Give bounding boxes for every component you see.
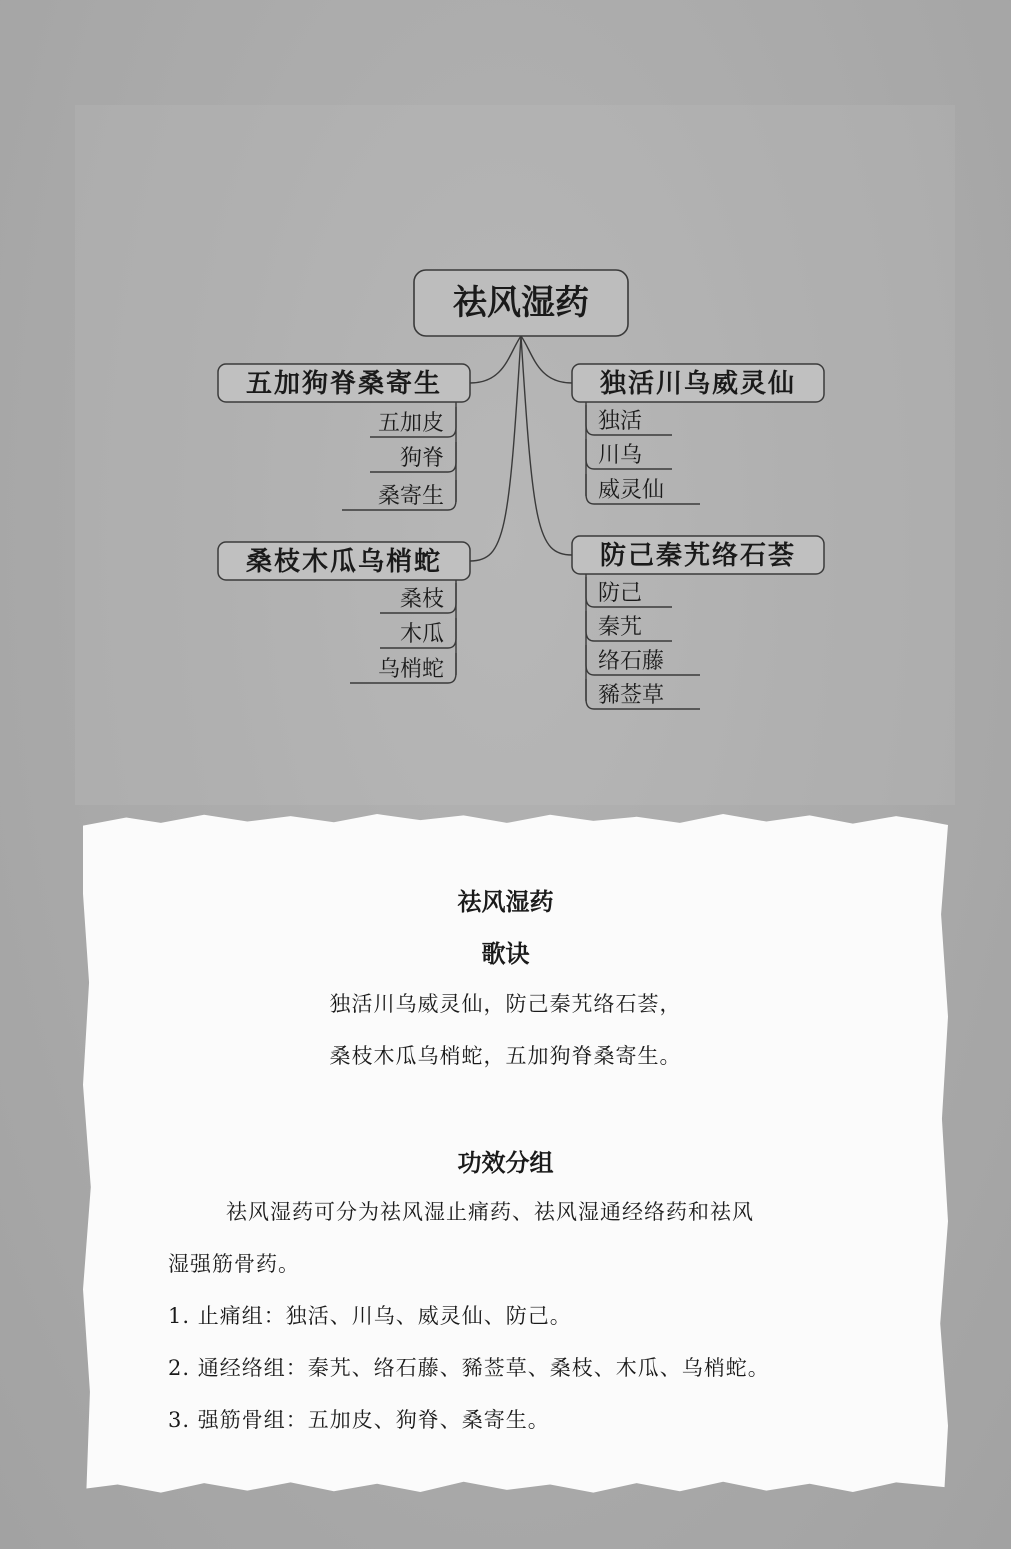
leaf-item-left-1-0: 桑枝 [399, 587, 444, 612]
leaf-item-right-1-2: 络石藤 [598, 649, 665, 674]
connector-right-1 [521, 336, 572, 555]
leaf-item-left-0-2: 桑寄生 [377, 484, 444, 509]
leaf-item-right-0-2: 威灵仙 [598, 478, 665, 503]
groups-heading: 功效分组 [457, 1151, 554, 1177]
leaf-item-left-0-1: 狗脊 [399, 446, 444, 471]
group-title-right-0: 独活川乌威灵仙 [599, 369, 797, 399]
group-item-2: 2. 通经络组：秦艽、络石藤、豨莶草、桑枝、木瓜、乌梢蛇。 [168, 1356, 770, 1380]
leaf-item-left-1-1: 木瓜 [399, 622, 444, 647]
mnemonic-heading: 歌诀 [481, 942, 530, 968]
group-item-3: 3. 强筋骨组：五加皮、狗脊、桑寄生。 [168, 1408, 550, 1432]
mind-map-root: 祛风湿药 [453, 283, 589, 323]
connector-right-0 [521, 336, 572, 383]
connector-left-0 [470, 336, 521, 383]
leaf-item-right-1-0: 防己 [598, 581, 643, 606]
group-title-left-0: 五加狗脊桑寄生 [245, 369, 443, 399]
connector-left-1 [470, 336, 521, 561]
leaf-item-left-1-2: 乌梢蛇 [377, 657, 444, 682]
group-item-1: 1. 止痛组：独活、川乌、威灵仙、防己。 [168, 1304, 572, 1328]
group-title-right-1: 防己秦艽络石荟 [599, 541, 797, 571]
group-title-left-1: 桑枝木瓜乌梢蛇 [245, 547, 443, 577]
leaf-item-right-0-1: 川乌 [598, 443, 643, 468]
intro-line-1: 祛风湿药可分为祛风湿止痛药、祛风湿通经络药和祛风 [226, 1200, 754, 1224]
mnemonic-verse-line-1: 独活川乌威灵仙，防己秦艽络石荟， [329, 992, 682, 1016]
leaf-item-right-1-1: 秦艽 [598, 615, 643, 640]
card-title: 祛风湿药 [457, 890, 554, 916]
intro-line-2: 湿强筋骨药。 [168, 1252, 300, 1276]
leaf-item-right-0-0: 独活 [598, 409, 643, 434]
leaf-item-right-1-3: 豨莶草 [598, 683, 665, 708]
leaf-item-left-0-0: 五加皮 [377, 411, 444, 436]
mnemonic-verse-line-2: 桑枝木瓜乌梢蛇，五加狗脊桑寄生。 [329, 1044, 682, 1068]
